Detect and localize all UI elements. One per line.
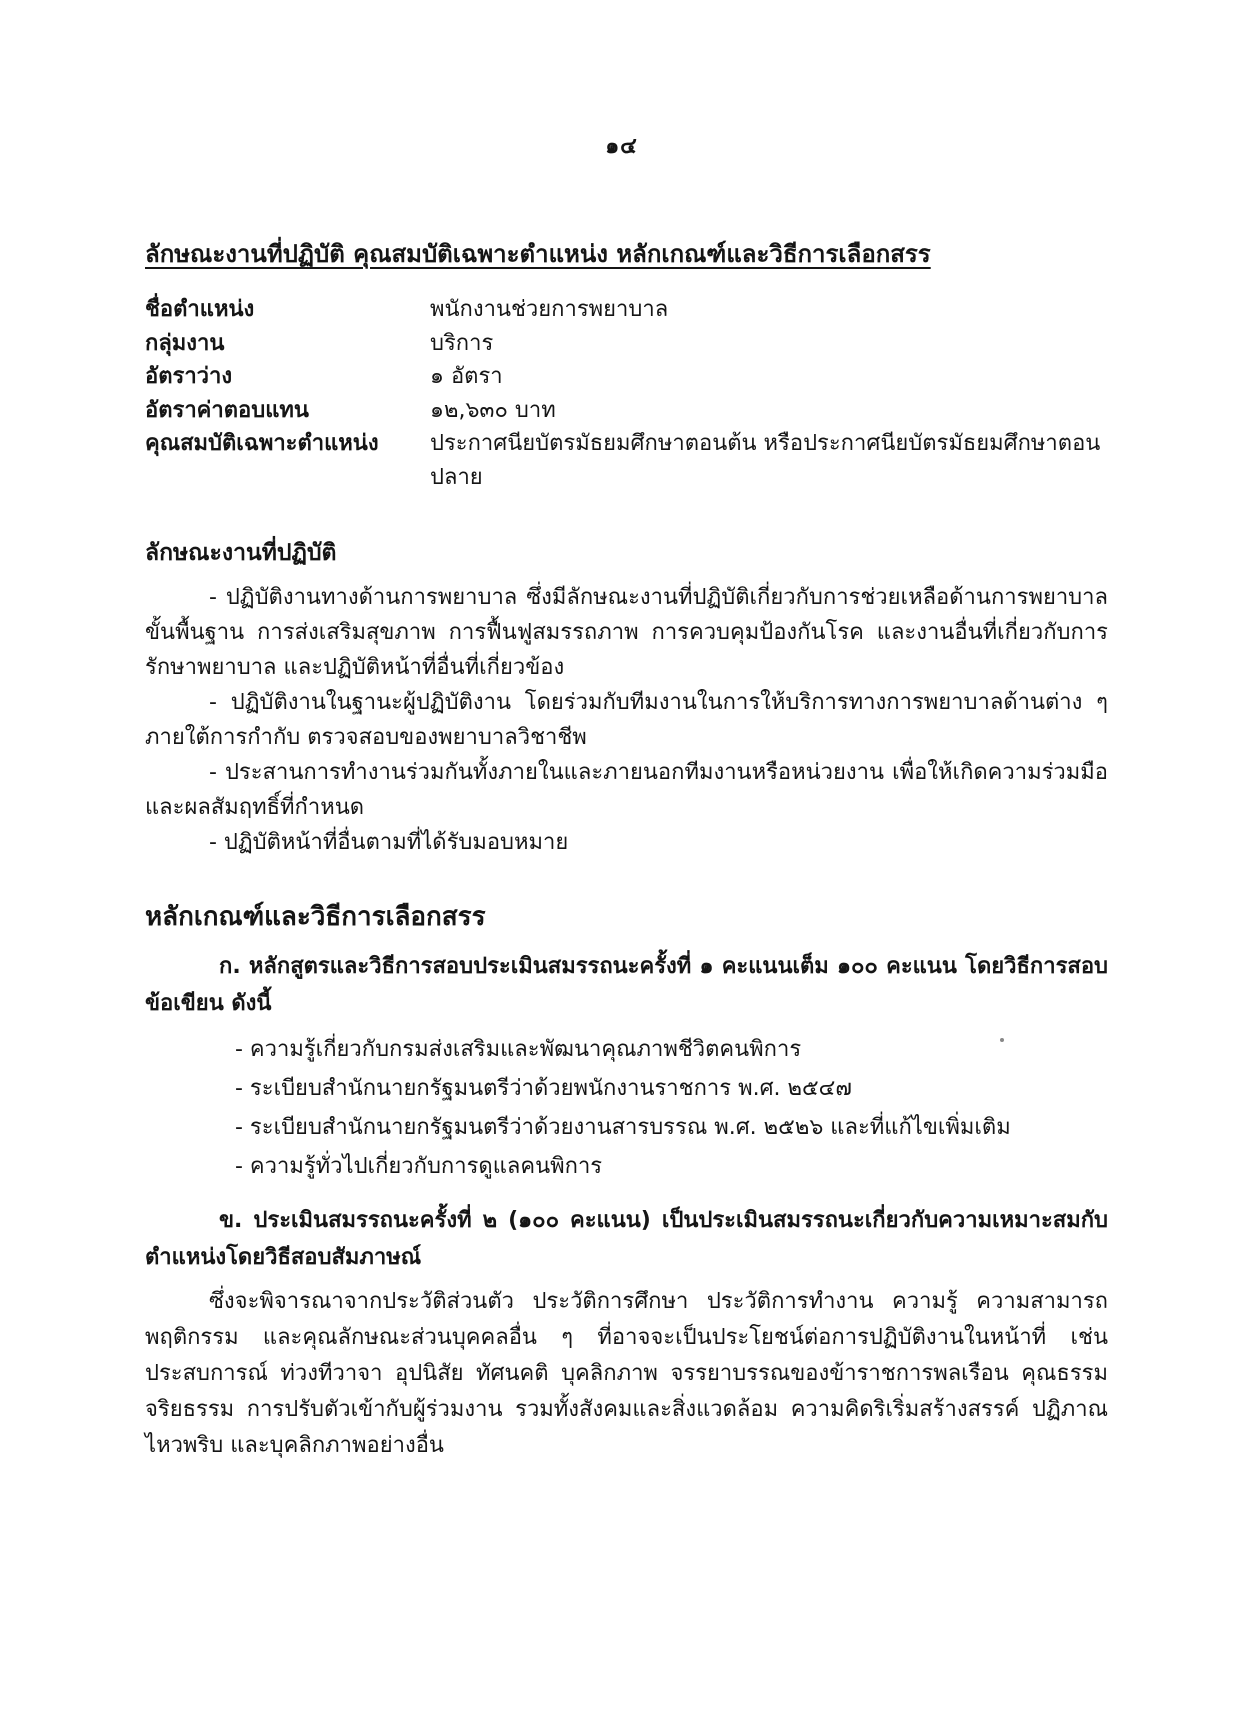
field-label: อัตราค่าตอบแทน	[145, 397, 309, 423]
field-row-compensation	[145, 394, 1108, 428]
document-title: ลักษณะงานที่ปฏิบัติ คุณสมบัติเฉพาะตำแหน่ง หลักเกณฑ์และวิธีการเลือกสรร	[145, 240, 931, 268]
position-details	[145, 293, 1108, 494]
field-label: คุณสมบัติเฉพาะตำแหน่ง	[145, 431, 379, 456]
field-row-work-group	[145, 327, 1108, 361]
job-description-item: - ปฏิบัติงานทางด้านการพยาบาล ซึ่งมีลักษณะงานที่ปฏิบัติเกี่ยวกับการช่วยเหลือด้านการพยาบาลขั้นพื้นฐาน การส่งเสริมสุขภาพ การฟื้นฟูสมรรถภาพ การควบคุมป้องกันโรค และงานอื่นที่เกี่ยวกับการรักษาพยาบาล และปฏิบัติหน้าที่อื่นที่เกี่ยวข้อง	[145, 585, 1108, 680]
job-description-heading: ลักษณะงานที่ปฏิบัติ	[145, 540, 337, 566]
job-description-item: - ประสานการทำงานร่วมกันทั้งภายในและภายนอกทีมงานหรือหน่วยงาน เพื่อให้เกิดความร่วมมือและผลสัมฤทธิ์ที่กำหนด	[145, 760, 1108, 820]
section-a-topic-list	[235, 1030, 1108, 1186]
page-number: ๑๔	[605, 134, 638, 159]
field-row-qualifications	[145, 427, 1108, 494]
selection-criteria-heading: หลักเกณฑ์และวิธีการเลือกสรร	[145, 902, 486, 932]
field-value: ๑ อัตรา	[430, 364, 503, 389]
field-row-position-name	[145, 293, 1108, 327]
scan-artifact-dot	[1000, 1038, 1004, 1042]
field-row-vacancy	[145, 360, 1108, 394]
field-value: บริการ	[430, 330, 494, 356]
section-b-detail: ซึ่งจะพิจารณาจากประวัติส่วนตัว ประวัติการศึกษา ประวัติการทำงาน ความรู้ ความสามารถ พฤติกรรม และคุณลักษณะส่วนบุคคลอื่น ๆ ที่อาจจะเป็นประโยชน์ต่อการปฏิบัติงานในหน้าที่ เช่น ประสบการณ์ ท่วงทีวาจา อุปนิสัย ทัศนคติ บุคลิกภาพ จรรยาบรรณของข้าราชการพลเรือน คุณธรรม จริยธรรม การปรับตัวเข้ากับผู้ร่วมงาน รวมทั้งสังคมและสิ่งแวดล้อม ความคิดริเริ่มสร้างสรรค์ ปฏิภาณไหวพริบ และบุคลิกภาพอย่างอื่น	[145, 1289, 1108, 1458]
section-b-intro: ข. ประเมินสมรรถนะครั้งที่ ๒ (๑๐๐ คะแนน) เป็นประเมินสมรรถนะเกี่ยวกับความเหมาะสมกับตำแหน่งโดยวิธีสอบสัมภาษณ์	[145, 1208, 1108, 1270]
section-a-topic: - ระเบียบสำนักนายกรัฐมนตรีว่าด้วยงานสารบรรณ พ.ศ. ๒๕๒๖ และที่แก้ไขเพิ่มเติม	[235, 1115, 1011, 1140]
section-a-topic: - ความรู้ทั่วไปเกี่ยวกับการดูแลคนพิการ	[235, 1154, 603, 1179]
field-value: ๑๒,๖๓๐ บาท	[430, 397, 556, 423]
field-value: พนักงานช่วยการพยาบาล	[430, 297, 669, 322]
job-description-item: - ปฏิบัติหน้าที่อื่นตามที่ได้รับมอบหมาย	[209, 830, 569, 855]
section-a-intro: ก. หลักสูตรและวิธีการสอบประเมินสมรรถนะครั้งที่ ๑ คะแนนเต็ม ๑๐๐ คะแนน โดยวิธีการสอบข้อเขียน ดังนี้	[145, 954, 1108, 1016]
field-label: ชื่อตำแหน่ง	[145, 297, 255, 322]
field-label: อัตราว่าง	[145, 364, 233, 389]
field-value: ประกาศนียบัตรมัธยมศึกษาตอนต้น หรือประกาศนียบัตรมัธยมศึกษาตอนปลาย	[430, 431, 1101, 490]
section-a-topic: - ระเบียบสำนักนายกรัฐมนตรีว่าด้วยพนักงานราชการ พ.ศ. ๒๕๔๗	[235, 1076, 852, 1101]
field-label: กลุ่มงาน	[145, 330, 225, 356]
job-description-item: - ปฏิบัติงานในฐานะผู้ปฏิบัติงาน โดยร่วมกับทีมงานในการให้บริการทางการพยาบาลด้านต่าง ๆ ภายใต้การกำกับ ตรวจสอบของพยาบาลวิชาชีพ	[145, 690, 1108, 750]
section-a-topic: - ความรู้เกี่ยวกับกรมส่งเสริมและพัฒนาคุณภาพชีวิตคนพิการ	[235, 1037, 802, 1062]
